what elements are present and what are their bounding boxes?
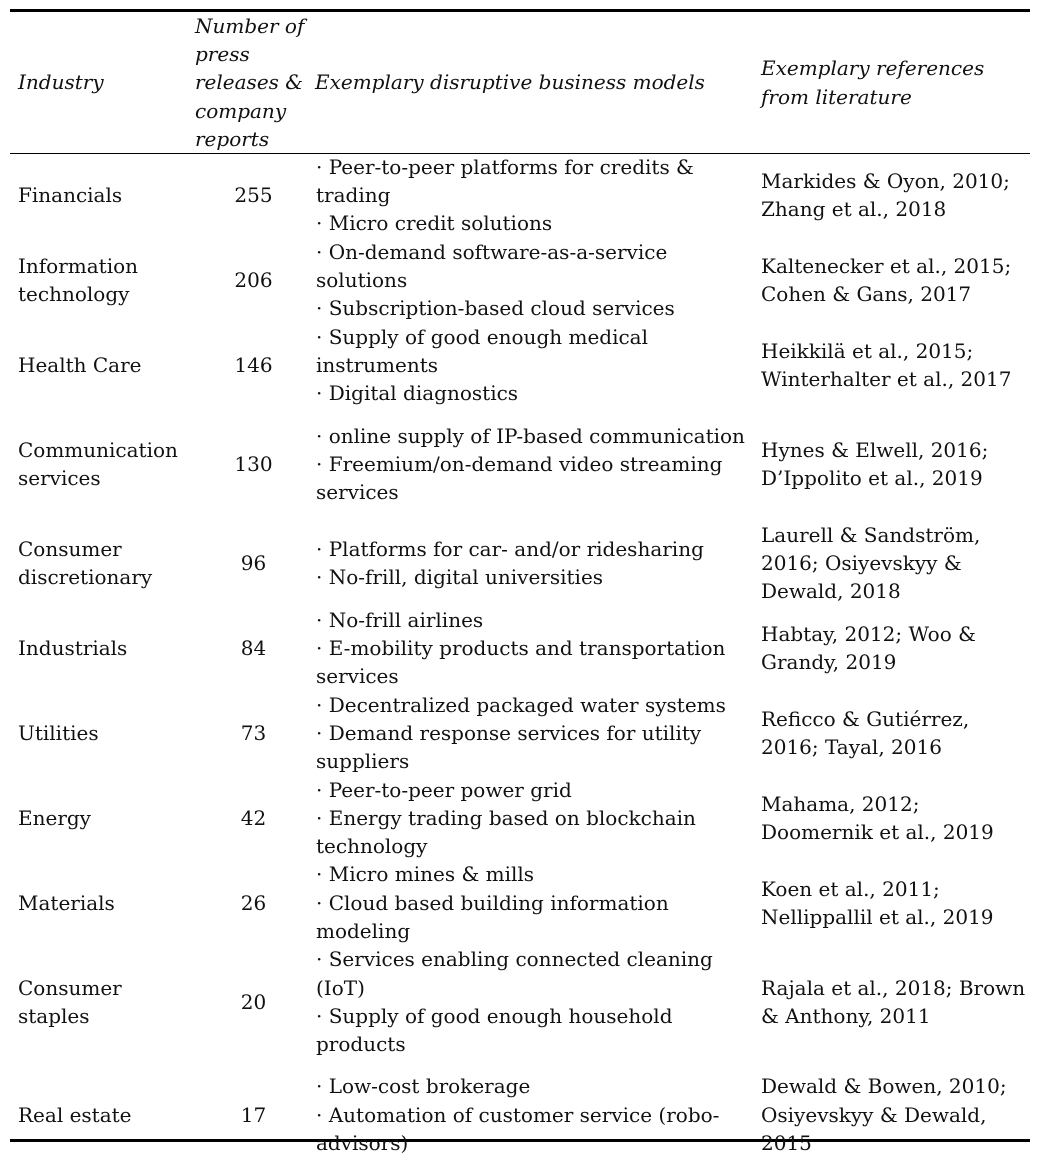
business-model-item: · Automation of customer service (robo-advisors) [316, 1102, 720, 1155]
business-model-item: · Cloud based building information modeling [316, 890, 669, 943]
business-model-item: · Peer-to-peer platforms for credits & trading [316, 155, 694, 208]
count-cell: 130 [234, 452, 273, 477]
business-model-item: · On-demand software-as-a-service solutions [316, 239, 668, 293]
table-body [10, 153, 1030, 1171]
table-row [10, 1058, 1030, 1171]
references-cell: Hynes & Elwell, 2016; D’Ippolito et al., 2019 [761, 437, 989, 491]
business-model-item: · Freemium/on-demand video streaming services [316, 452, 723, 505]
table-row [10, 238, 1030, 323]
industry-cell: Health Care [18, 353, 142, 378]
business-models-cell [315, 323, 761, 408]
business-model-item: · No-frill, digital universities [316, 565, 604, 590]
table-row [10, 945, 1030, 1058]
business-model-item: · Decentralized packaged water systems [316, 692, 726, 717]
table-row [10, 408, 1030, 521]
references-cell: Koen et al., 2011; Nellippallil et al., 2019 [761, 876, 994, 929]
business-models-cell [315, 153, 761, 238]
count-cell: 96 [240, 551, 267, 576]
business-models-cell [315, 776, 761, 861]
business-model-item: · Subscription-based cloud services [316, 296, 675, 321]
table-header-row [10, 12, 1030, 153]
business-models-cell [315, 408, 761, 521]
count-cell: 146 [234, 353, 273, 378]
business-models-cell [315, 606, 761, 691]
industry-cell: Utilities [18, 721, 99, 746]
count-cell: 73 [240, 721, 267, 746]
count-cell: 26 [240, 890, 267, 915]
business-model-item: · E-mobility products and transportation services [316, 636, 726, 689]
industry-cell: Consumer discretionary [18, 536, 153, 590]
business-model-item: · Services enabling connected cleaning (IoT) [316, 947, 713, 1000]
business-model-item: · Supply of good enough medical instruments [316, 324, 649, 378]
header-models: Exemplary disruptive business models [315, 70, 705, 95]
industry-cell: Energy [18, 805, 91, 830]
industry-cell: Real estate [18, 1102, 132, 1127]
table-row [10, 691, 1030, 776]
business-model-item: · Low-cost brokerage [316, 1074, 531, 1099]
count-cell: 255 [234, 183, 273, 208]
industry-cell: Communication services [18, 437, 178, 491]
industry-cell: Consumer staples [18, 975, 122, 1028]
industry-table [10, 12, 1030, 1171]
business-models-cell [315, 1058, 761, 1171]
business-model-item: · Micro credit solutions [316, 211, 553, 236]
table-row [10, 153, 1030, 238]
table-row [10, 606, 1030, 691]
count-cell: 206 [234, 268, 273, 293]
industry-cell: Information technology [18, 253, 139, 307]
business-models-cell [315, 238, 761, 323]
business-models-cell [315, 521, 761, 606]
business-model-item: · Micro mines & mills [316, 862, 535, 887]
count-cell: 84 [240, 636, 267, 661]
references-cell: Laurell & Sandström, 2016; Osiyevskyy & Dewald, 2018 [761, 522, 981, 604]
references-cell: Rajala et al., 2018; Brown & Anthony, 2011 [761, 975, 1026, 1028]
header-references: Exemplary references from literature [761, 56, 985, 109]
industry-cell: Materials [18, 890, 115, 915]
references-cell: Reficco & Gutiérrez, 2016; Tayal, 2016 [761, 706, 970, 760]
count-cell: 20 [240, 989, 267, 1014]
references-cell: Kaltenecker et al., 2015; Cohen & Gans, 2017 [761, 253, 1012, 307]
table-row [10, 521, 1030, 606]
header-industry: Industry [18, 70, 104, 95]
references-cell: Markides & Oyon, 2010; Zhang et al., 2018 [761, 169, 1010, 222]
table-row [10, 323, 1030, 408]
count-cell: 42 [240, 805, 267, 830]
business-model-item: · Energy trading based on blockchain technology [316, 805, 696, 859]
industry-cell: Industrials [18, 636, 128, 661]
references-cell: Heikkilä et al., 2015; Winterhalter et al., 2017 [761, 338, 1012, 392]
industry-cell: Financials [18, 183, 123, 208]
references-cell: Habtay, 2012; Woo & Grandy, 2019 [761, 621, 976, 675]
references-cell: Mahama, 2012; Doomernik et al., 2019 [761, 791, 994, 844]
business-models-cell [315, 691, 761, 776]
business-model-item: · No-frill airlines [316, 607, 484, 632]
business-model-item: · Demand response services for utility suppliers [316, 721, 702, 774]
business-model-item: · Supply of good enough household products [316, 1003, 673, 1056]
header-count: Number of press releases & company reports [195, 14, 305, 151]
business-model-item: · Digital diagnostics [316, 381, 519, 406]
business-models-cell [315, 945, 761, 1058]
business-models-cell [315, 860, 761, 945]
count-cell: 17 [240, 1102, 267, 1127]
business-model-item: · Platforms for car- and/or ridesharing [316, 536, 704, 561]
business-model-item: · Peer-to-peer power grid [316, 777, 572, 802]
table-row [10, 776, 1030, 861]
business-model-item: · online supply of IP-based communication [316, 423, 745, 448]
references-cell: Dewald & Bowen, 2010; Osiyevskyy & Dewald, 2015 [761, 1074, 1007, 1155]
table-row [10, 860, 1030, 945]
